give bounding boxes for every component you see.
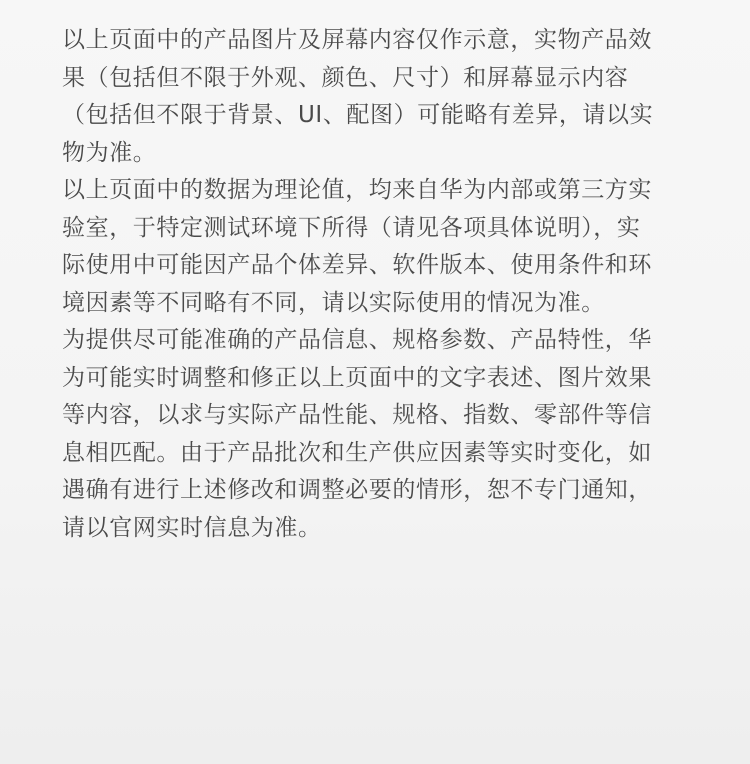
text-line: 等内容，以求与实际产品性能、规格、指数、零部件等信 [62, 402, 652, 428]
text-line: 息相匹配。由于产品批次和生产供应因素等实时变化，如 [62, 439, 652, 466]
text-line: 以上页面中的产品图片及屏幕内容仅作示意，实物产品效 [62, 27, 652, 53]
text-line: 际使用中可能因产品个体差异、软件版本、使用条件和环 [62, 252, 652, 278]
text-line: 遇确有进行上述修改和调整必要的情形，恕不专门通知， [62, 477, 652, 503]
text-line: 验室，于特定测试环境下所得（请见各项具体说明），实 [62, 214, 641, 241]
text-line: 以上页面中的数据为理论值，均来自华为内部或第三方实 [62, 177, 652, 203]
disclaimer-paragraph-theoretical-data [62, 172, 702, 322]
disclaimer-paragraph-product-images [62, 22, 702, 172]
text-line: 为可能实时调整和修正以上页面中的文字表述、图片效果 [62, 364, 652, 391]
text-line: 物为准。 [62, 139, 157, 166]
text-line: （包括但不限于背景、UI、配图）可能略有差异，请以实 [62, 102, 654, 128]
text-line: 境因素等不同略有不同，请以实际使用的情况为准。 [62, 289, 605, 316]
text-line: 为提供尽可能准确的产品信息、规格参数、产品特性，华 [62, 327, 652, 353]
disclaimer-text-block [62, 22, 702, 547]
disclaimer-paragraph-realtime-adjustment [62, 322, 702, 547]
text-line: 果（包括但不限于外观、颜色、尺寸）和屏幕显示内容 [62, 64, 629, 91]
text-line: 请以官网实时信息为准。 [62, 514, 322, 541]
